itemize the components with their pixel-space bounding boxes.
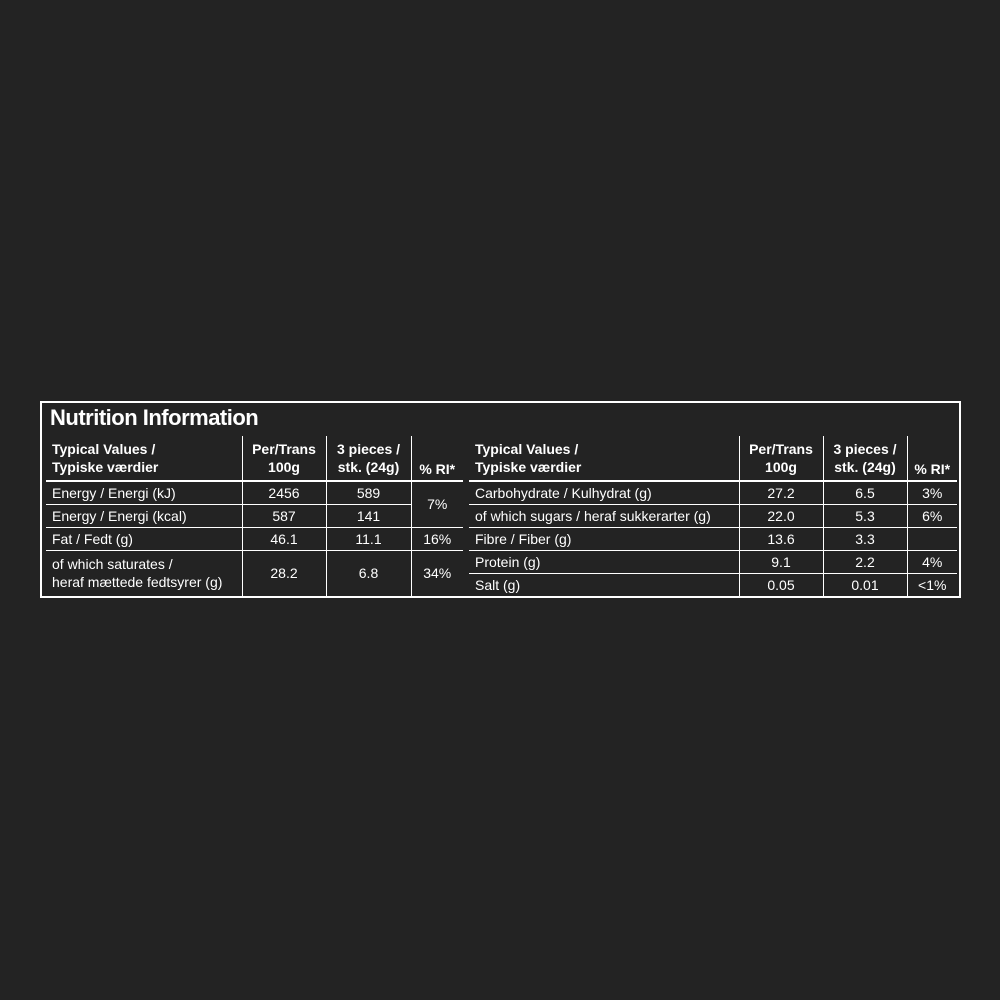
- row-portion: 2.2: [823, 550, 907, 573]
- row-portion: 6.5: [823, 481, 907, 504]
- table-row: [46, 550, 463, 596]
- row-portion: 5.3: [823, 504, 907, 527]
- header-portion: 3 pieces / stk. (24g): [326, 436, 411, 481]
- row-per-100g: 13.6: [739, 527, 823, 550]
- row-label: Carbohydrate / Kulhydrat (g): [469, 481, 739, 504]
- table-row: [469, 481, 957, 504]
- row-portion: 11.1: [326, 527, 411, 550]
- nutrition-panel: [40, 401, 961, 598]
- right-nutrition-table: [469, 436, 957, 596]
- header-portion: 3 pieces / stk. (24g): [823, 436, 907, 481]
- header-typical-values: Typical Values / Typiske værdier: [46, 436, 242, 481]
- header-ri: % RI*: [411, 436, 463, 481]
- row-per-100g: 27.2: [739, 481, 823, 504]
- row-per-100g: 28.2: [242, 550, 326, 596]
- table-row: [46, 504, 463, 527]
- row-ri: 4%: [907, 550, 957, 573]
- table-row: [46, 527, 463, 550]
- row-ri: 3%: [907, 481, 957, 504]
- header-ri: % RI*: [907, 436, 957, 481]
- row-portion: 141: [326, 504, 411, 527]
- row-portion: 3.3: [823, 527, 907, 550]
- row-ri: <1%: [907, 573, 957, 596]
- row-ri: [907, 527, 957, 550]
- row-ri-energy: 7%: [411, 481, 463, 527]
- row-label: [46, 550, 242, 596]
- row-label: Fat / Fedt (g): [46, 527, 242, 550]
- table-row: [469, 573, 957, 596]
- row-label: Salt (g): [469, 573, 739, 596]
- row-per-100g: 587: [242, 504, 326, 527]
- row-per-100g: 9.1: [739, 550, 823, 573]
- table-header-row: [469, 436, 957, 481]
- row-portion: 0.01: [823, 573, 907, 596]
- row-label-line2: heraf mættede fedtsyrer (g): [52, 574, 223, 591]
- table-row: [469, 527, 957, 550]
- row-ri: 34%: [411, 550, 463, 596]
- row-label: Fibre / Fiber (g): [469, 527, 739, 550]
- row-label-line1: of which saturates /: [52, 556, 173, 573]
- row-ri: 16%: [411, 527, 463, 550]
- row-label: Protein (g): [469, 550, 739, 573]
- row-label: Energy / Energi (kcal): [46, 504, 242, 527]
- table-row: [46, 481, 463, 504]
- header-typical-values: Typical Values / Typiske værdier: [469, 436, 739, 481]
- header-per-100g: Per/Trans 100g: [242, 436, 326, 481]
- row-per-100g: 22.0: [739, 504, 823, 527]
- row-label: of which sugars / heraf sukkerarter (g): [469, 504, 739, 527]
- table-row: [469, 504, 957, 527]
- row-per-100g: 46.1: [242, 527, 326, 550]
- table-header-row: [46, 436, 463, 481]
- left-nutrition-table: [46, 436, 463, 596]
- row-ri: 6%: [907, 504, 957, 527]
- row-portion: 6.8: [326, 550, 411, 596]
- row-portion: 589: [326, 481, 411, 504]
- row-per-100g: 2456: [242, 481, 326, 504]
- table-row: [469, 550, 957, 573]
- row-label: Energy / Energi (kJ): [46, 481, 242, 504]
- header-per-100g: Per/Trans 100g: [739, 436, 823, 481]
- nutrition-title: Nutrition Information: [50, 405, 259, 430]
- row-per-100g: 0.05: [739, 573, 823, 596]
